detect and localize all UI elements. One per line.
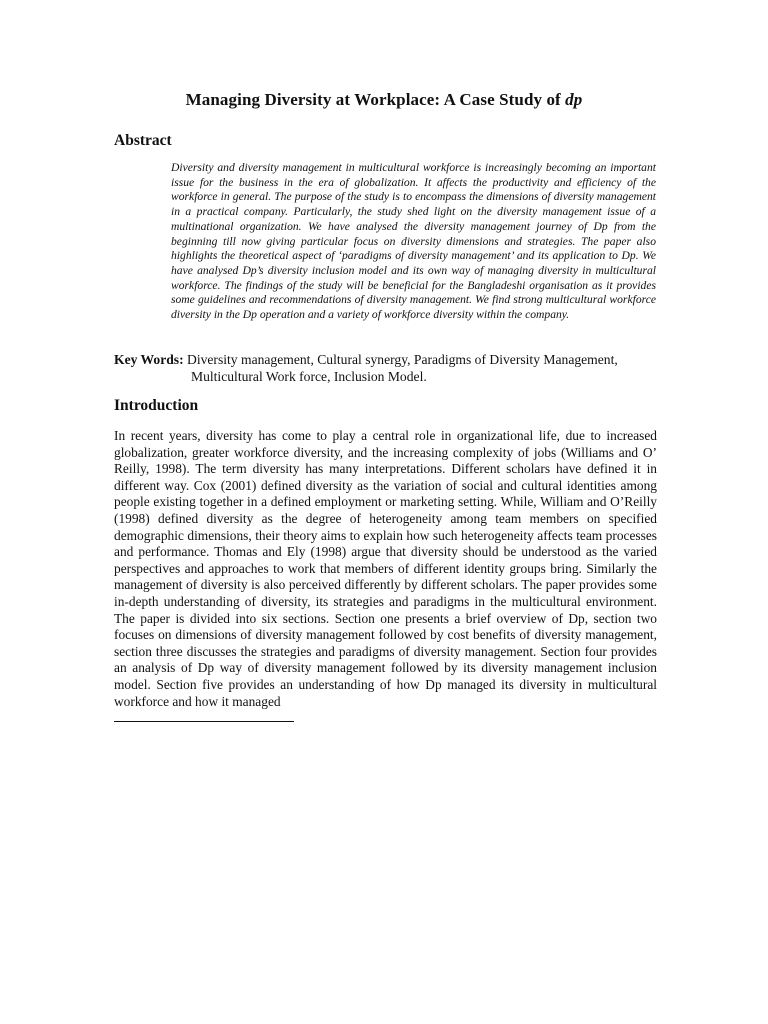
paper-title bbox=[0, 90, 768, 110]
abstract-heading: Abstract bbox=[114, 132, 172, 149]
abstract-body: Diversity and diversity management in multicultural workforce is increasingly becoming an important issue for the business in the era of globalization. It affects the productivity and efficiency of the workforce in general. The purpose of the study is to encompass the dimensions of diversity management in a practical company. Particularly, the study shed light on the diversity management issue of a multinational organization. We have analysed the diversity management journey of Dp from the beginning till now giving particular focus on diversity dimensions and strategies. The paper also highlights the theoretical aspect of ‘paradigms of diversity management’ and its application to Dp. We have analysed Dp’s diversity inclusion model and its own way of managing diversity in multicultural workforce. The findings of the study will be beneficial for the Bangladeshi organisation as it provides some guidelines and recommendations of diversity management. We find strong multicultural workforce diversity in the Dp operation and a variety of workforce diversity within the company. bbox=[171, 161, 656, 322]
keywords-line-1: Diversity management, Cultural synergy, Paradigms of Diversity Management, bbox=[183, 352, 618, 367]
title-italic-text: dp bbox=[565, 90, 583, 109]
keywords-label: Key Words: bbox=[114, 352, 184, 367]
keywords-block bbox=[114, 351, 674, 385]
footnote-divider bbox=[114, 721, 294, 722]
title-main-text: Managing Diversity at Workplace: A Case Study of bbox=[185, 90, 566, 109]
introduction-body: In recent years, diversity has come to play a central role in organizational life, due to increased globalization, greater workforce diversity, and the increasing complexity of jobs (Williams and O’ Reilly, 1998). The term diversity has many interpretations. Different scholars have defined it in different way. Cox (2001) defined diversity as the variation of social and cultural identities among people existing together in a defined employment or marketing setting. While, William and O’Reilly (1998) defined diversity as the degree of heterogeneity among team members on specified demographic dimensions, their theory aims to explain how such heterogeneity affects team processes and performance. Thomas and Ely (1998) argue that diversity should be understood as the varied perspectives and approaches to work that members of different identity groups bring. Similarly the management of diversity is also perceived differently by different scholars. The paper provides some in-depth understanding of diversity, its strategies and paradigms in the multicultural environment. The paper is divided into six sections. Section one presents a brief overview of Dp, section two focuses on dimensions of diversity management followed by cost benefits of diversity management, section three discusses the strategies and paradigms of diversity management. Section four provides an analysis of Dp way of diversity management followed by its diversity management inclusion model. Section five provides an understanding of how Dp managed its diversity in multicultural workforce and how it managed bbox=[114, 428, 657, 709]
keywords-line-2: Multicultural Work force, Inclusion Model. bbox=[191, 369, 427, 384]
introduction-heading: Introduction bbox=[114, 397, 199, 414]
